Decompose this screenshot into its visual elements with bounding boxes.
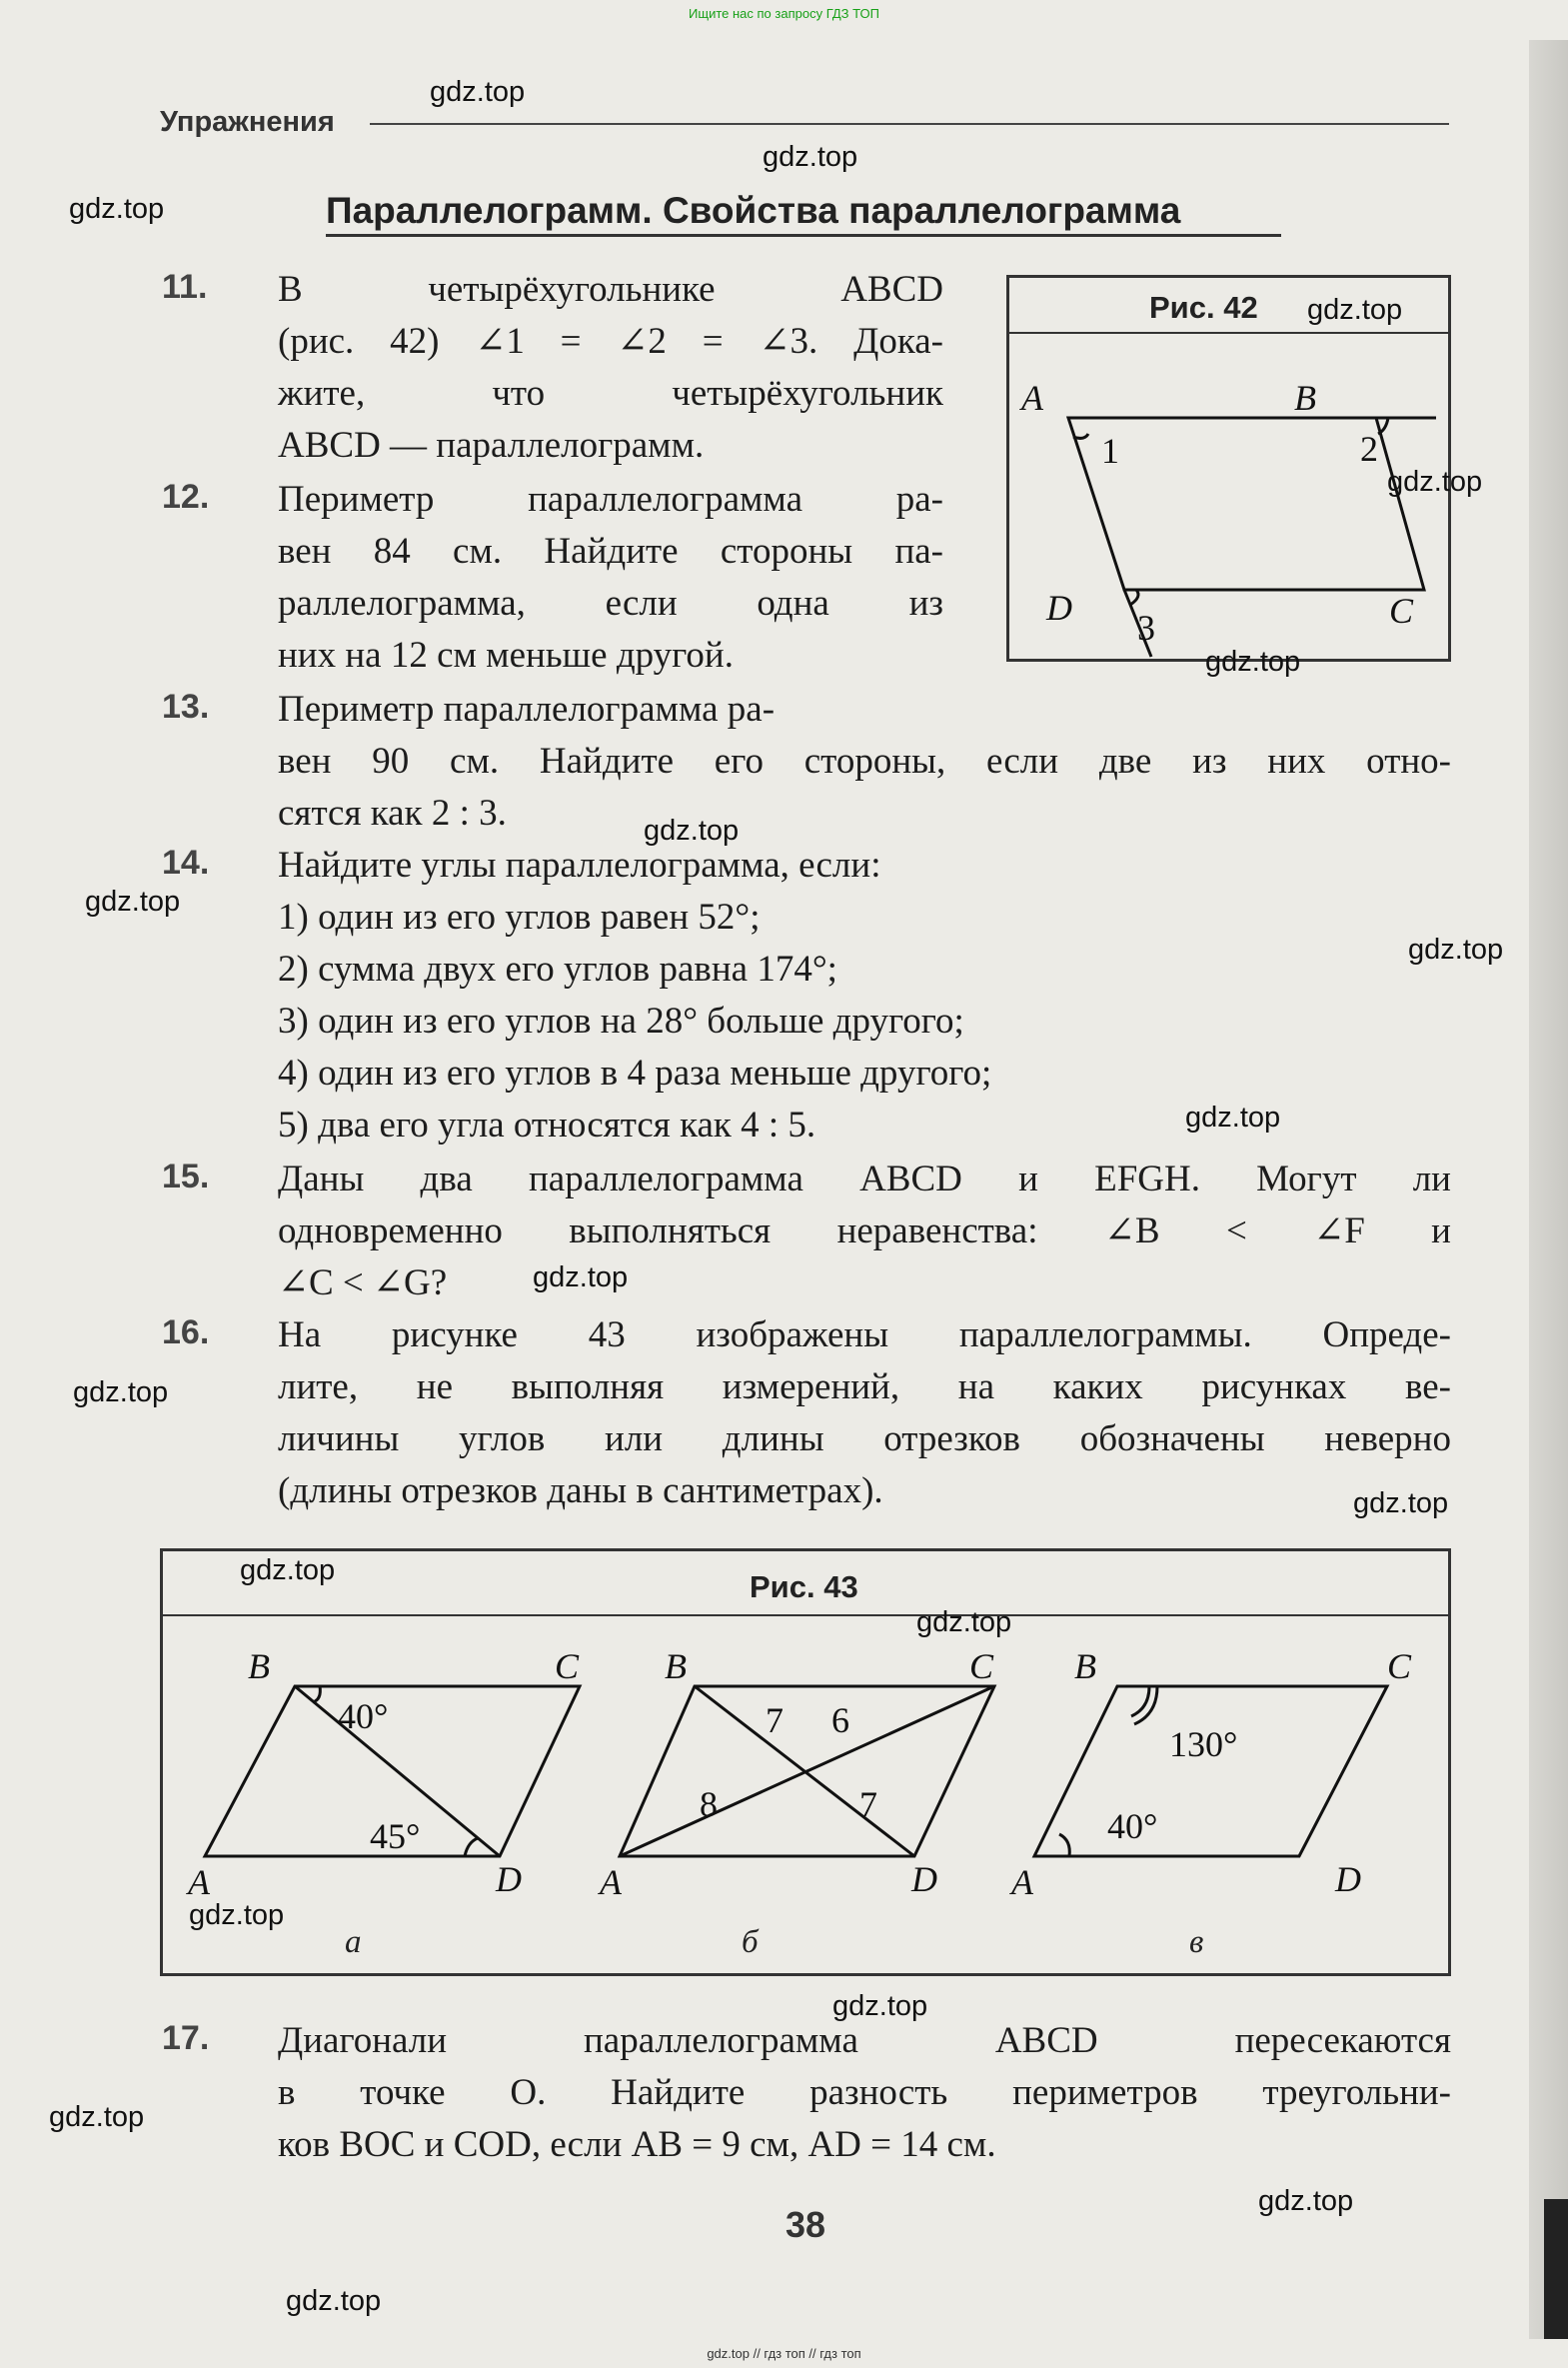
fig43b-segment-4: 7 (859, 1784, 877, 1824)
fig42-label-d: D (1046, 588, 1072, 628)
watermark-18: gdz.top (49, 2101, 145, 2133)
fig43a-caption: а (345, 1924, 362, 1960)
exercise-11-number: 11. (162, 268, 208, 306)
exercise-15-number: 15. (162, 1158, 210, 1195)
figure-43-drawing (160, 1616, 1451, 1936)
fig43c-shape (1034, 1686, 1387, 1856)
exercise-12-line-4: них на 12 см меньше другой. (278, 635, 734, 676)
fig43c-angle-bottom: 40° (1107, 1806, 1158, 1846)
fig43c-label-c: C (1387, 1646, 1412, 1686)
fig43a-angle-bottom-arc (465, 1838, 478, 1856)
exercise-17-line-3: ков BOC и COD, если AB = 9 см, AD = 14 см. (278, 2124, 996, 2165)
page-edge-dark (1544, 2199, 1568, 2339)
watermark-1: gdz.top (430, 76, 526, 108)
exercise-14-line-1: Найдите углы параллелограмма, если: (278, 845, 881, 886)
exercise-13-line-3: сятся как 2 : 3. (278, 793, 507, 834)
fig42-label-c: C (1389, 591, 1414, 631)
fig43b-caption: б (742, 1924, 759, 1960)
exercise-12-line-1: Периметр параллелограмма ра- (278, 479, 943, 520)
fig43a-angle-bottom: 45° (370, 1816, 421, 1856)
fig43b-segment-3: 8 (700, 1784, 718, 1824)
exercise-12-line-3: раллелограмма, если одна из (278, 583, 943, 624)
watermark-14: gdz.top (240, 1554, 336, 1586)
title-underline (326, 234, 1281, 237)
page-edge-shadow (1529, 40, 1568, 2339)
figure-42-drawing (1006, 335, 1451, 662)
exercise-17-line-2: в точке O. Найдите разность периметров треугольни- (278, 2072, 1451, 2113)
exercise-13-number: 13. (162, 688, 210, 726)
fig43b-label-a: A (600, 1862, 622, 1902)
fig43a-label-c: C (555, 1646, 580, 1686)
exercise-17-number: 17. (162, 2019, 210, 2057)
exercise-14-item-3: 3) один из его углов на 28° больше другого; (278, 1001, 964, 1042)
exercise-14-item-4: 4) один из его углов в 4 раза меньше другого; (278, 1053, 992, 1094)
exercise-16-number: 16. (162, 1313, 210, 1351)
fig43b-diagonal-ac (620, 1686, 994, 1856)
section-rule (370, 123, 1449, 125)
fig43a-label-b: B (248, 1646, 270, 1686)
fig43b-label-d: D (911, 1859, 937, 1899)
fig43c-label-b: B (1074, 1646, 1096, 1686)
watermark-6: gdz.top (1205, 646, 1301, 678)
fig43b-segment-2: 6 (831, 1700, 849, 1740)
angle-3-arc (1130, 590, 1138, 605)
exercise-15-line-2: одновременно выполняться неравенства: ∠B < ∠F и (278, 1210, 1451, 1251)
exercise-12-line-2: вен 84 см. Найдите стороны па- (278, 531, 943, 572)
exercise-11-line-1: В четырёхугольнике ABCD (278, 269, 943, 310)
promo-banner-bottom[interactable]: gdz.top // гдз топ // гдз топ (707, 2346, 861, 2361)
exercise-16-line-4: (длины отрезков даны в сантиметрах). (278, 1470, 883, 1511)
exercise-15-line-1: Даны два параллелограмма ABCD и EFGH. Могут ли (278, 1159, 1451, 1199)
watermark-2: gdz.top (763, 141, 858, 173)
fig43b-label-c: C (969, 1646, 994, 1686)
exercise-13-line-1: Периметр параллелограмма ра- (278, 689, 776, 730)
fig43c-label-d: D (1335, 1859, 1361, 1899)
watermark-11: gdz.top (533, 1261, 629, 1293)
fig42-label-b: B (1294, 378, 1316, 418)
fig43b-label-b: B (665, 1646, 687, 1686)
fig43a-label-d: D (496, 1859, 522, 1899)
exercise-14-item-2: 2) сумма двух его углов равна 174°; (278, 949, 837, 990)
exercise-15-line-3: ∠C < ∠G? (278, 1262, 448, 1303)
watermark-16: gdz.top (189, 1899, 285, 1931)
exercise-11-line-3: жите, что четырёхугольник (278, 373, 943, 414)
promo-banner-top[interactable]: Ищите нас по запросу ГДЗ ТОП (689, 6, 879, 21)
exercise-13-line-2: вен 90 см. Найдите его стороны, если две из них отно- (278, 741, 1451, 782)
fig43b-segment-1: 7 (766, 1700, 784, 1740)
exercise-16-line-1: На рисунке 43 изображены параллелограммы. Опреде- (278, 1314, 1451, 1355)
fig42-angle-3: 3 (1137, 608, 1155, 648)
watermark-12: gdz.top (73, 1376, 169, 1408)
section-label: Упражнения (160, 106, 335, 138)
fig43c-angle-top-arc-1 (1131, 1686, 1149, 1716)
fig42-angle-2: 2 (1360, 429, 1378, 469)
exercise-16-line-3: личины углов или длины отрезков обозначены неверно (278, 1418, 1451, 1459)
watermark-15: gdz.top (916, 1606, 1012, 1638)
exercise-11-line-4: ABCD — параллелограмм. (278, 425, 705, 466)
fig43a-angle-top-arc (313, 1686, 320, 1702)
watermark-5: gdz.top (1387, 466, 1483, 498)
exercise-16-line-2: лите, не выполняя измерений, на каких рисунках ве- (278, 1366, 1451, 1407)
watermark-3: gdz.top (69, 193, 165, 225)
exercise-11-line-2: (рис. 42) ∠1 = ∠2 = ∠3. Дока- (278, 321, 943, 362)
watermark-8: gdz.top (85, 886, 181, 918)
fig43c-angle-top: 130° (1169, 1724, 1238, 1764)
fig43a-angle-top: 40° (338, 1696, 389, 1736)
watermark-9: gdz.top (1408, 934, 1504, 966)
fig43c-parallelogram (1034, 1686, 1387, 1856)
fig43a-label-a: A (188, 1862, 210, 1902)
watermark-7: gdz.top (644, 815, 740, 847)
fig43b-shape (620, 1686, 994, 1856)
figure-42-title: Рис. 42 (1149, 290, 1258, 325)
watermark-19: gdz.top (1258, 2185, 1354, 2217)
fig42-label-a: A (1021, 378, 1043, 418)
angle-1-arc (1073, 434, 1088, 438)
page-title: Параллелограмм. Свойства параллелограмма (326, 190, 1181, 231)
watermark-17: gdz.top (832, 1990, 928, 2022)
watermark-10: gdz.top (1185, 1102, 1281, 1134)
fig42-angle-1: 1 (1101, 431, 1119, 471)
exercise-17-line-1: Диагонали параллелограмма ABCD пересекаются (278, 2020, 1451, 2061)
fig43c-angle-bottom-arc (1059, 1834, 1069, 1856)
figure-42-title-rule (1009, 332, 1448, 334)
exercise-14-item-5: 5) два его угла относятся как 4 : 5. (278, 1105, 816, 1146)
watermark-4: gdz.top (1307, 294, 1403, 326)
watermark-20: gdz.top (286, 2285, 382, 2317)
fig43c-caption: в (1189, 1924, 1204, 1960)
exercise-14-item-1: 1) один из его углов равен 52°; (278, 897, 761, 938)
fig43c-label-a: A (1011, 1862, 1033, 1902)
exercise-12-number: 12. (162, 478, 210, 516)
page-number: 38 (785, 2204, 826, 2245)
watermark-13: gdz.top (1353, 1487, 1449, 1519)
figure-43-title: Рис. 43 (750, 1569, 858, 1604)
exercise-14-number: 14. (162, 844, 210, 882)
figure-42-parallelogram (1068, 418, 1436, 657)
